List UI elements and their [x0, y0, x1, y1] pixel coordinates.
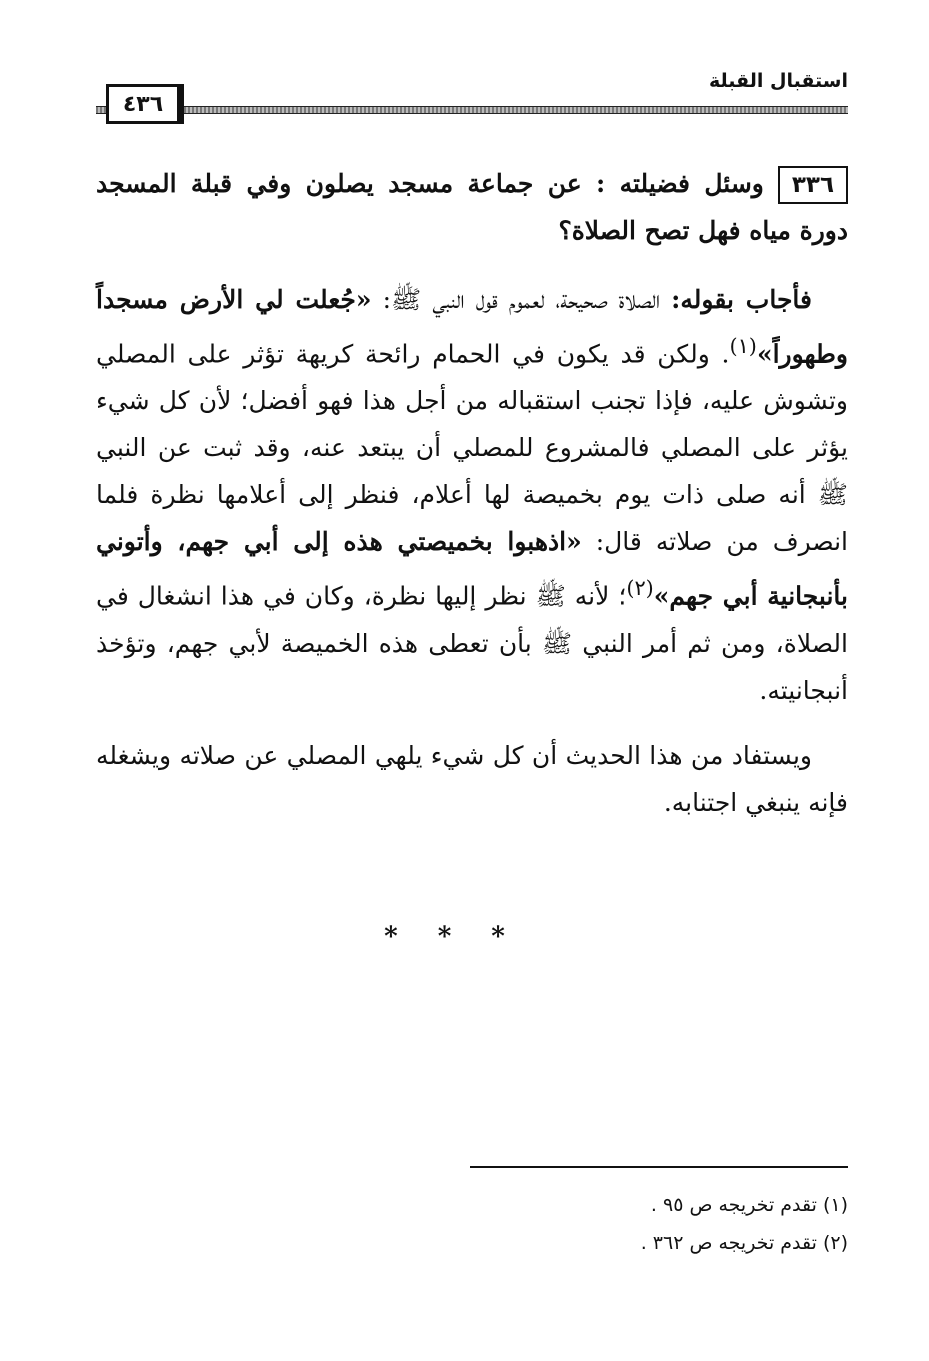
footnote-ref-2: (٢)	[626, 576, 654, 601]
main-content	[96, 160, 848, 826]
question-text: وسئل فضيلته : عن جماعة مسجد يصلون وفي قبلة المسجد دورة مياه فهل تصح الصلاة؟	[96, 169, 848, 245]
answer-text-1: الصلاة صحيحة، لعموم قول النبي ﷺ:	[382, 285, 661, 314]
footnote-2: (٢) تقدم تخريجه ص ٣٦٢ .	[640, 1232, 848, 1254]
answer-text-2: . ولكن قد يكون في الحمام رائحة كريهة تؤثر على المصلي وتشوش عليه، فإذا تجنب استقباله من أجل هذا فهو أفضل؛ لأن كل شيء يؤثر على المصلي فالمشروع للمصلي أن يبتعد عنه، وقد ثبت عن النبي ﷺ أنه صلى ذات يوم بخميصة لها أعلام، فنظر إلى أعلامها نظرة فلما انصرف من صلاته قال:	[96, 339, 849, 557]
footnote-1: (١) تقدم تخريجه ص ٩٥ .	[650, 1194, 848, 1216]
hadith-quote-1: «جُعلت لي الأرض مسجداً وطهوراً»	[96, 285, 848, 369]
footnote-ref-1: (١)	[729, 334, 757, 358]
answer-lead: فأجاب بقوله:	[671, 285, 812, 314]
footnote-rule	[470, 1166, 848, 1168]
running-title: استقبال القبلة	[709, 70, 848, 92]
hadith-quote-2: «اذهبوا بخميصتي هذه إلى أبي جهم، وأتوني بأنبجانية أبي جهم»	[96, 527, 848, 611]
answer-text-3: ؛ لأنه ﷺ نظر إليها نظرة، وكان في هذا انشغال في الصلاة، ومن ثم أمر النبي ﷺ بأن تعطى هذه الخميصة لأبي جهم، وتؤخذ أنبجانيته.	[96, 581, 848, 705]
question-number: ٣٣٦	[778, 166, 848, 204]
answer-paragraph	[96, 276, 848, 714]
conclusion-paragraph: ويستفاد من هذا الحديث أن كل شيء يلهي المصلي عن صلاته ويشغله فإنه ينبغي اجتنابه.	[96, 740, 848, 817]
section-separator: ***	[384, 922, 545, 952]
header-rule	[96, 106, 848, 114]
page-header	[96, 62, 848, 128]
question-paragraph	[96, 160, 848, 254]
footnotes	[348, 1186, 848, 1262]
page-number: ٤٣٦	[106, 84, 180, 124]
